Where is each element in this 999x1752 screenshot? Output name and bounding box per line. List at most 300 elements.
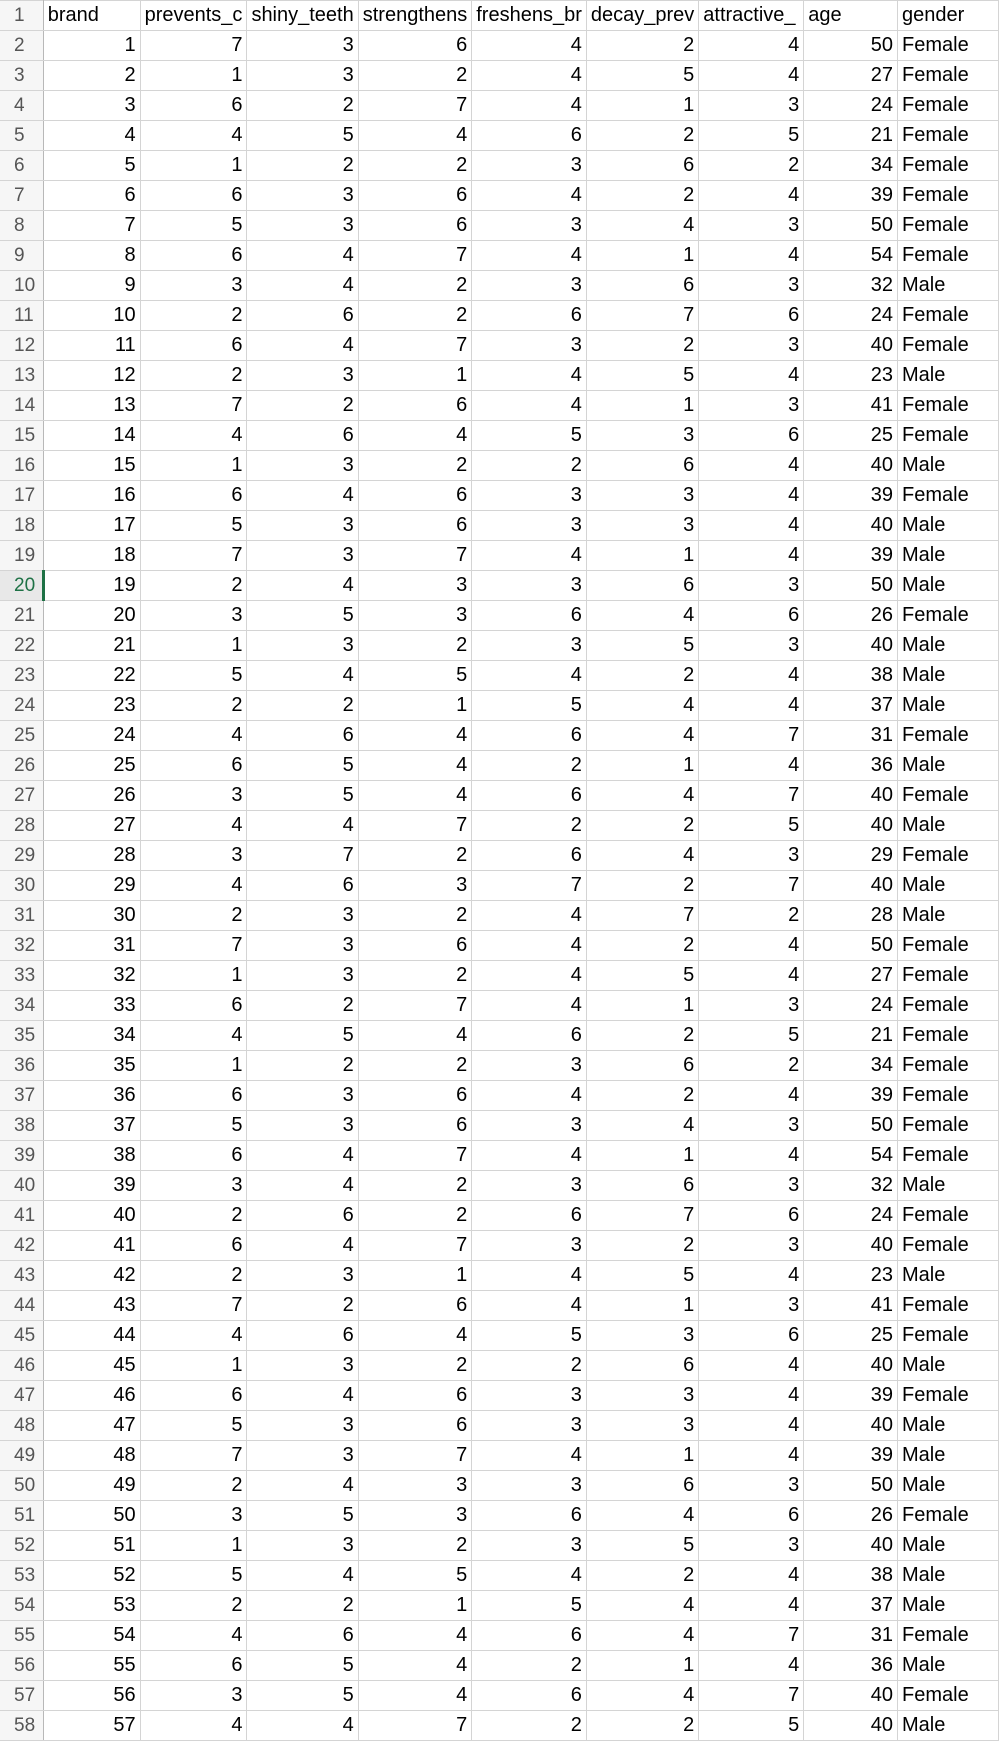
cell[interactable]: 41 — [804, 391, 898, 421]
cell[interactable]: 1 — [586, 751, 698, 781]
row-header-37[interactable]: 37 — [0, 1081, 43, 1111]
cell[interactable]: 2 — [358, 1531, 472, 1561]
cell[interactable]: 21 — [804, 121, 898, 151]
cell[interactable]: Female — [898, 1231, 999, 1261]
cell[interactable]: 4 — [472, 1141, 587, 1171]
row-header-23[interactable]: 23 — [0, 661, 43, 691]
cell[interactable]: 26 — [804, 601, 898, 631]
cell[interactable]: 36 — [43, 1081, 140, 1111]
cell[interactable]: 4 — [699, 1561, 804, 1591]
cell[interactable]: 53 — [43, 1591, 140, 1621]
cell[interactable]: 6 — [699, 301, 804, 331]
cell[interactable]: 3 — [699, 841, 804, 871]
cell[interactable]: Male — [898, 1351, 999, 1381]
cell[interactable]: 15 — [43, 451, 140, 481]
cell[interactable]: 2 — [358, 301, 472, 331]
cell[interactable]: 5 — [586, 361, 698, 391]
cell[interactable]: 3 — [699, 571, 804, 601]
cell[interactable]: 2 — [358, 631, 472, 661]
row-header-49[interactable]: 49 — [0, 1441, 43, 1471]
row-header-33[interactable]: 33 — [0, 961, 43, 991]
cell[interactable]: 1 — [140, 961, 247, 991]
cell[interactable]: 5 — [586, 61, 698, 91]
cell[interactable]: Female — [898, 1321, 999, 1351]
cell[interactable]: 3 — [140, 1171, 247, 1201]
cell[interactable]: 1 — [140, 451, 247, 481]
cell[interactable]: 40 — [804, 1531, 898, 1561]
cell[interactable]: 1 — [586, 1291, 698, 1321]
cell[interactable]: 3 — [247, 1111, 358, 1141]
cell[interactable]: 6 — [472, 121, 587, 151]
cell[interactable]: 4 — [699, 961, 804, 991]
cell[interactable]: 6 — [586, 571, 698, 601]
cell[interactable]: 4 — [247, 1231, 358, 1261]
cell[interactable]: 4 — [140, 121, 247, 151]
cell[interactable]: 3 — [247, 181, 358, 211]
cell[interactable]: 4 — [247, 1381, 358, 1411]
cell[interactable]: 1 — [140, 1051, 247, 1081]
row-header-9[interactable]: 9 — [0, 241, 43, 271]
cell[interactable]: 3 — [472, 1381, 587, 1411]
cell[interactable]: 17 — [43, 511, 140, 541]
cell[interactable]: 34 — [804, 151, 898, 181]
cell[interactable]: 7 — [586, 1201, 698, 1231]
cell[interactable]: 4 — [586, 1501, 698, 1531]
cell[interactable]: 4 — [247, 661, 358, 691]
cell[interactable]: 31 — [43, 931, 140, 961]
cell[interactable]: 6 — [247, 301, 358, 331]
cell[interactable]: 2 — [358, 61, 472, 91]
cell[interactable]: Female — [898, 1621, 999, 1651]
cell[interactable]: Female — [898, 601, 999, 631]
cell[interactable]: 4 — [358, 721, 472, 751]
cell[interactable]: 3 — [247, 961, 358, 991]
cell[interactable]: 2 — [247, 991, 358, 1021]
cell[interactable]: 6 — [358, 481, 472, 511]
cell[interactable]: 6 — [586, 1351, 698, 1381]
row-header-51[interactable]: 51 — [0, 1501, 43, 1531]
column-header-cell[interactable]: attractive_ — [699, 1, 804, 31]
column-header-cell[interactable]: freshens_br — [472, 1, 587, 31]
cell[interactable]: 32 — [43, 961, 140, 991]
cell[interactable]: 1 — [586, 1651, 698, 1681]
cell[interactable]: 6 — [358, 931, 472, 961]
cell[interactable]: 3 — [358, 601, 472, 631]
cell[interactable]: 1 — [358, 1261, 472, 1291]
cell[interactable]: 4 — [586, 1621, 698, 1651]
cell[interactable]: 3 — [43, 91, 140, 121]
cell[interactable]: 3 — [472, 481, 587, 511]
cell[interactable]: 6 — [472, 1681, 587, 1711]
cell[interactable]: 2 — [472, 1651, 587, 1681]
cell[interactable]: 50 — [43, 1501, 140, 1531]
row-header-18[interactable]: 18 — [0, 511, 43, 541]
cell[interactable]: 3 — [586, 421, 698, 451]
cell[interactable]: 4 — [247, 1171, 358, 1201]
cell[interactable]: 3 — [140, 781, 247, 811]
cell[interactable]: 1 — [586, 391, 698, 421]
row-header-12[interactable]: 12 — [0, 331, 43, 361]
cell[interactable]: 4 — [140, 1321, 247, 1351]
cell[interactable]: 9 — [43, 271, 140, 301]
row-header-17[interactable]: 17 — [0, 481, 43, 511]
cell[interactable]: 6 — [358, 181, 472, 211]
cell[interactable]: 2 — [140, 301, 247, 331]
cell[interactable]: 4 — [586, 1111, 698, 1141]
cell[interactable]: 2 — [586, 1561, 698, 1591]
cell[interactable]: 7 — [358, 1141, 472, 1171]
cell[interactable]: 7 — [358, 811, 472, 841]
row-header-34[interactable]: 34 — [0, 991, 43, 1021]
row-header-46[interactable]: 46 — [0, 1351, 43, 1381]
cell[interactable]: 3 — [699, 1531, 804, 1561]
row-header-28[interactable]: 28 — [0, 811, 43, 841]
cell[interactable]: 6 — [247, 721, 358, 751]
cell[interactable]: 5 — [247, 1501, 358, 1531]
cell[interactable]: 5 — [472, 1321, 587, 1351]
cell[interactable]: 40 — [804, 811, 898, 841]
cell[interactable]: 4 — [472, 31, 587, 61]
cell[interactable]: 40 — [804, 1231, 898, 1261]
cell[interactable]: 4 — [472, 1081, 587, 1111]
cell[interactable]: 4 — [247, 1141, 358, 1171]
cell[interactable]: 12 — [43, 361, 140, 391]
cell[interactable]: 4 — [472, 961, 587, 991]
cell[interactable]: 7 — [358, 541, 472, 571]
cell[interactable]: 4 — [247, 571, 358, 601]
cell[interactable]: 2 — [586, 811, 698, 841]
cell[interactable]: 2 — [586, 661, 698, 691]
cell[interactable]: 3 — [472, 331, 587, 361]
cell[interactable]: 5 — [140, 661, 247, 691]
cell[interactable]: 4 — [699, 511, 804, 541]
cell[interactable]: 5 — [247, 1681, 358, 1711]
cell[interactable]: 24 — [804, 301, 898, 331]
cell[interactable]: Male — [898, 1711, 999, 1741]
cell[interactable]: 7 — [699, 721, 804, 751]
cell[interactable]: 3 — [247, 211, 358, 241]
cell[interactable]: 3 — [699, 991, 804, 1021]
cell[interactable]: 39 — [43, 1171, 140, 1201]
cell[interactable]: Male — [898, 1591, 999, 1621]
cell[interactable]: Male — [898, 451, 999, 481]
cell[interactable]: 4 — [699, 1141, 804, 1171]
cell[interactable]: 7 — [140, 541, 247, 571]
cell[interactable]: 2 — [586, 1711, 698, 1741]
cell[interactable]: 4 — [472, 1441, 587, 1471]
cell[interactable]: Female — [898, 721, 999, 751]
row-header-42[interactable]: 42 — [0, 1231, 43, 1261]
cell[interactable]: Female — [898, 481, 999, 511]
cell[interactable]: 3 — [586, 1411, 698, 1441]
cell[interactable]: 4 — [699, 1261, 804, 1291]
cell[interactable]: 6 — [699, 1201, 804, 1231]
cell[interactable]: 2 — [472, 1711, 587, 1741]
cell[interactable]: 6 — [140, 751, 247, 781]
cell[interactable]: 2 — [140, 1261, 247, 1291]
cell[interactable]: 3 — [699, 391, 804, 421]
cell[interactable]: 5 — [140, 1111, 247, 1141]
row-header-31[interactable]: 31 — [0, 901, 43, 931]
cell[interactable]: 6 — [358, 391, 472, 421]
cell[interactable]: Male — [898, 571, 999, 601]
cell[interactable]: Female — [898, 1381, 999, 1411]
cell[interactable]: 3 — [699, 211, 804, 241]
cell[interactable]: 39 — [804, 1441, 898, 1471]
row-header-44[interactable]: 44 — [0, 1291, 43, 1321]
cell[interactable]: 34 — [804, 1051, 898, 1081]
cell[interactable]: 1 — [358, 361, 472, 391]
cell[interactable]: 2 — [247, 391, 358, 421]
cell[interactable]: 2 — [247, 91, 358, 121]
cell[interactable]: 37 — [43, 1111, 140, 1141]
cell[interactable]: Female — [898, 1141, 999, 1171]
cell[interactable]: 49 — [43, 1471, 140, 1501]
cell[interactable]: 38 — [43, 1141, 140, 1171]
cell[interactable]: 6 — [140, 481, 247, 511]
cell[interactable]: 20 — [43, 601, 140, 631]
cell[interactable]: 4 — [472, 1561, 587, 1591]
cell[interactable]: 1 — [586, 241, 698, 271]
cell[interactable]: 4 — [358, 1321, 472, 1351]
cell[interactable]: 6 — [358, 1291, 472, 1321]
cell[interactable]: 39 — [804, 541, 898, 571]
cell[interactable]: 6 — [140, 1081, 247, 1111]
cell[interactable]: 3 — [472, 1051, 587, 1081]
cell[interactable]: 39 — [804, 1081, 898, 1111]
cell[interactable]: 4 — [247, 1561, 358, 1591]
cell[interactable]: Female — [898, 1051, 999, 1081]
cell[interactable]: 38 — [804, 1561, 898, 1591]
column-header-cell[interactable]: strengthens — [358, 1, 472, 31]
cell[interactable]: 23 — [43, 691, 140, 721]
cell[interactable]: 3 — [699, 1471, 804, 1501]
cell[interactable]: 3 — [472, 1231, 587, 1261]
cell[interactable]: 27 — [43, 811, 140, 841]
cell[interactable]: 7 — [699, 1681, 804, 1711]
cell[interactable]: 3 — [247, 631, 358, 661]
column-header-cell[interactable]: decay_prev — [586, 1, 698, 31]
cell[interactable]: Female — [898, 421, 999, 451]
cell[interactable]: 4 — [586, 1681, 698, 1711]
cell[interactable]: 13 — [43, 391, 140, 421]
cell[interactable]: 35 — [43, 1051, 140, 1081]
cell[interactable]: 52 — [43, 1561, 140, 1591]
column-header-cell[interactable]: age — [804, 1, 898, 31]
cell[interactable]: Female — [898, 1501, 999, 1531]
cell[interactable]: 4 — [358, 421, 472, 451]
cell[interactable]: 28 — [804, 901, 898, 931]
cell[interactable]: 3 — [247, 901, 358, 931]
cell[interactable]: 14 — [43, 421, 140, 451]
cell[interactable]: Female — [898, 241, 999, 271]
cell[interactable]: Female — [898, 181, 999, 211]
cell[interactable]: 3 — [247, 361, 358, 391]
cell[interactable]: 6 — [247, 1321, 358, 1351]
cell[interactable]: 4 — [699, 241, 804, 271]
cell[interactable]: Female — [898, 841, 999, 871]
cell[interactable]: Male — [898, 271, 999, 301]
row-header-10[interactable]: 10 — [0, 271, 43, 301]
cell[interactable]: 3 — [472, 1411, 587, 1441]
cell[interactable]: 5 — [472, 421, 587, 451]
cell[interactable]: 5 — [586, 631, 698, 661]
cell[interactable]: 36 — [804, 1651, 898, 1681]
cell[interactable]: 3 — [247, 931, 358, 961]
cell[interactable]: 4 — [140, 721, 247, 751]
cell[interactable]: Male — [898, 1471, 999, 1501]
row-header-13[interactable]: 13 — [0, 361, 43, 391]
cell[interactable]: 4 — [699, 931, 804, 961]
cell[interactable]: 4 — [358, 1621, 472, 1651]
row-header-43[interactable]: 43 — [0, 1261, 43, 1291]
cell[interactable]: 7 — [140, 931, 247, 961]
column-header-cell[interactable]: prevents_c — [140, 1, 247, 31]
row-header-32[interactable]: 32 — [0, 931, 43, 961]
cell[interactable]: 4 — [472, 1261, 587, 1291]
row-header-16[interactable]: 16 — [0, 451, 43, 481]
cell[interactable]: 3 — [472, 1171, 587, 1201]
cell[interactable]: Female — [898, 151, 999, 181]
cell[interactable]: 5 — [140, 1411, 247, 1441]
cell[interactable]: 4 — [472, 541, 587, 571]
cell[interactable]: 4 — [586, 721, 698, 751]
cell[interactable]: 3 — [247, 61, 358, 91]
cell[interactable]: Female — [898, 61, 999, 91]
cell[interactable]: 7 — [358, 241, 472, 271]
cell[interactable]: 3 — [699, 1231, 804, 1261]
cell[interactable]: 2 — [586, 1231, 698, 1261]
cell[interactable]: 4 — [472, 991, 587, 1021]
row-header-26[interactable]: 26 — [0, 751, 43, 781]
cell[interactable]: 40 — [804, 781, 898, 811]
cell[interactable]: 4 — [472, 91, 587, 121]
cell[interactable]: 1 — [358, 1591, 472, 1621]
row-header-45[interactable]: 45 — [0, 1321, 43, 1351]
cell[interactable]: 41 — [43, 1231, 140, 1261]
cell[interactable]: Male — [898, 691, 999, 721]
cell[interactable]: 4 — [472, 61, 587, 91]
row-header-53[interactable]: 53 — [0, 1561, 43, 1591]
cell[interactable]: 1 — [586, 1141, 698, 1171]
cell[interactable]: 6 — [358, 511, 472, 541]
cell[interactable]: 7 — [140, 31, 247, 61]
cell[interactable]: 3 — [472, 631, 587, 661]
column-header-cell[interactable]: shiny_teeth — [247, 1, 358, 31]
cell[interactable]: 6 — [586, 1471, 698, 1501]
cell[interactable]: 34 — [43, 1021, 140, 1051]
cell[interactable]: 5 — [699, 811, 804, 841]
cell[interactable]: 3 — [140, 1681, 247, 1711]
cell[interactable]: 7 — [472, 871, 587, 901]
cell[interactable]: 2 — [140, 1201, 247, 1231]
cell[interactable]: 4 — [472, 391, 587, 421]
cell[interactable]: 6 — [586, 451, 698, 481]
row-header-21[interactable]: 21 — [0, 601, 43, 631]
cell[interactable]: 6 — [699, 601, 804, 631]
cell[interactable]: 40 — [804, 1711, 898, 1741]
cell[interactable]: 3 — [247, 511, 358, 541]
cell[interactable]: 4 — [586, 691, 698, 721]
cell[interactable]: 6 — [140, 991, 247, 1021]
cell[interactable]: 2 — [586, 871, 698, 901]
cell[interactable]: 1 — [358, 691, 472, 721]
cell[interactable]: Female — [898, 961, 999, 991]
cell[interactable]: 40 — [43, 1201, 140, 1231]
cell[interactable]: Male — [898, 361, 999, 391]
cell[interactable]: 6 — [140, 181, 247, 211]
cell[interactable]: 4 — [699, 361, 804, 391]
cell[interactable]: 6 — [140, 241, 247, 271]
cell[interactable]: 5 — [140, 1561, 247, 1591]
row-header-52[interactable]: 52 — [0, 1531, 43, 1561]
cell[interactable]: 40 — [804, 871, 898, 901]
cell[interactable]: 22 — [43, 661, 140, 691]
cell[interactable]: 26 — [804, 1501, 898, 1531]
cell[interactable]: 7 — [358, 331, 472, 361]
cell[interactable]: Female — [898, 31, 999, 61]
cell[interactable]: 4 — [358, 121, 472, 151]
column-header-cell[interactable]: brand — [43, 1, 140, 31]
cell[interactable]: 2 — [586, 1081, 698, 1111]
cell[interactable]: 29 — [43, 871, 140, 901]
row-header-50[interactable]: 50 — [0, 1471, 43, 1501]
cell[interactable]: 2 — [43, 61, 140, 91]
cell[interactable]: 3 — [247, 1531, 358, 1561]
cell[interactable]: 5 — [140, 511, 247, 541]
cell[interactable]: 2 — [358, 1351, 472, 1381]
cell[interactable]: 32 — [804, 271, 898, 301]
cell[interactable]: 3 — [472, 1471, 587, 1501]
row-header-2[interactable]: 2 — [0, 31, 43, 61]
cell[interactable]: 7 — [140, 391, 247, 421]
cell[interactable]: 50 — [804, 211, 898, 241]
cell[interactable]: 4 — [247, 811, 358, 841]
cell[interactable]: 1 — [140, 61, 247, 91]
cell[interactable]: 50 — [804, 1111, 898, 1141]
cell[interactable]: 24 — [804, 1201, 898, 1231]
cell[interactable]: 26 — [43, 781, 140, 811]
row-header-57[interactable]: 57 — [0, 1681, 43, 1711]
cell[interactable]: 11 — [43, 331, 140, 361]
row-header-1[interactable]: 1 — [0, 1, 43, 31]
cell[interactable]: 2 — [358, 1051, 472, 1081]
cell[interactable]: Female — [898, 121, 999, 151]
cell[interactable]: 6 — [140, 91, 247, 121]
cell[interactable]: 3 — [247, 1081, 358, 1111]
cell[interactable]: 5 — [358, 661, 472, 691]
row-header-27[interactable]: 27 — [0, 781, 43, 811]
cell[interactable]: 4 — [699, 1411, 804, 1441]
cell[interactable]: Male — [898, 1651, 999, 1681]
cell[interactable]: 6 — [247, 871, 358, 901]
cell[interactable]: 37 — [804, 691, 898, 721]
cell[interactable]: 4 — [699, 1081, 804, 1111]
cell[interactable]: 3 — [472, 1111, 587, 1141]
cell[interactable]: 5 — [247, 121, 358, 151]
row-header-30[interactable]: 30 — [0, 871, 43, 901]
row-header-41[interactable]: 41 — [0, 1201, 43, 1231]
cell[interactable]: 4 — [699, 1381, 804, 1411]
cell[interactable]: 30 — [43, 901, 140, 931]
cell[interactable]: 4 — [247, 241, 358, 271]
cell[interactable]: 2 — [586, 931, 698, 961]
cell[interactable]: 10 — [43, 301, 140, 331]
cell[interactable]: 4 — [472, 661, 587, 691]
cell[interactable]: 6 — [358, 1411, 472, 1441]
cell[interactable]: 1 — [586, 1441, 698, 1471]
cell[interactable]: 5 — [247, 1651, 358, 1681]
